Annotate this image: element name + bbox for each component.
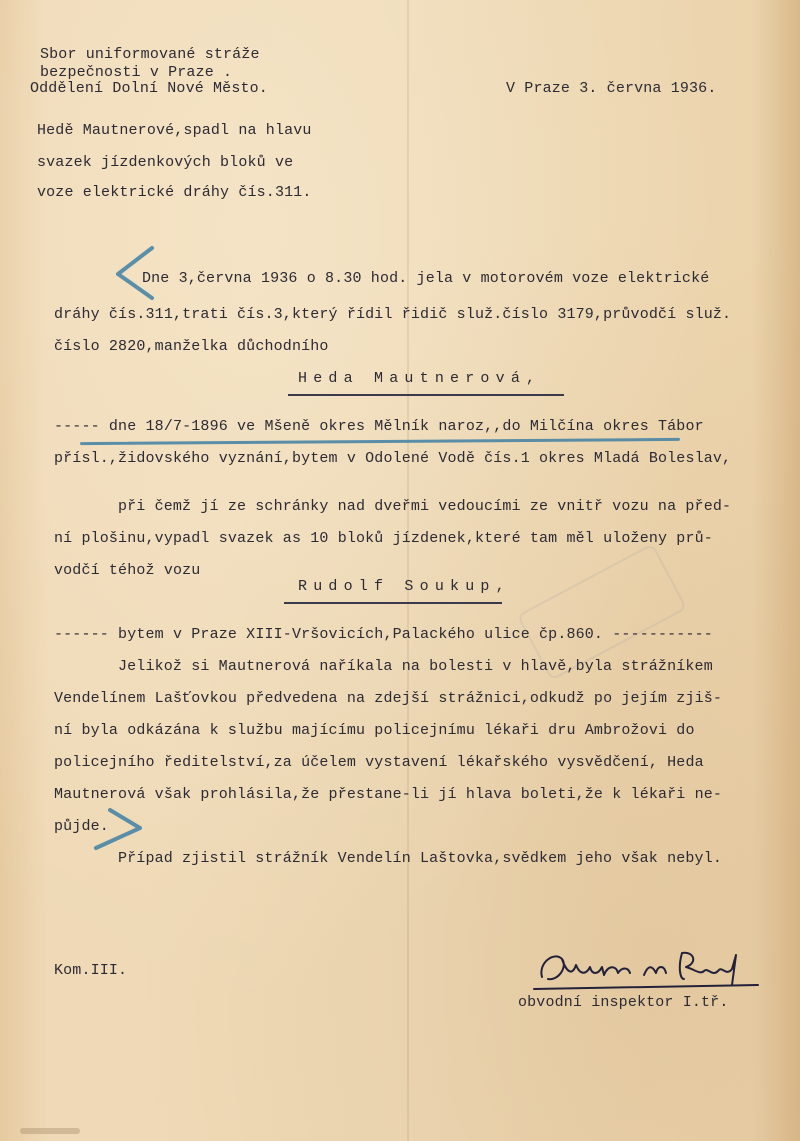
reference-code: Kom.III. (54, 962, 128, 979)
body-p5-line-6: půjde. (54, 818, 109, 835)
org-line-3: Oddělení Dolní Nové Město. (30, 80, 268, 97)
body-p3-line-1: při čemž jí ze schránky nad dveřmi vedoucími ze vnitř vozu na před- (118, 498, 732, 515)
body-p5-line-5: Mautnerová však prohlásila,že přestane-li jí hlava boleti,že k lékaři ne- (54, 786, 723, 803)
name-rudolf-soukup: Rudolf Soukup, (298, 578, 511, 595)
body-p5-line-3: ní byla odkázána k službu majícímu policejnímu lékaři dru Ambrožovi do (54, 722, 695, 739)
body-p1-line-1: Dne 3,června 1936 o 8.30 hod. jela v motorovém voze elektrické (142, 270, 710, 287)
body-p3-line-3: vodčí téhož vozu (54, 562, 201, 579)
body-p3-line-2: ní plošinu,vypadl svazek as 10 bloků jízdenek,které tam měl uloženy prů- (54, 530, 713, 547)
subject-line-3: voze elektrické dráhy čís.311. (37, 184, 312, 201)
body-p2-line-1: ----- dne 18/7-1896 ve Mšeně okres Mělník naroz,,do Milčína okres Tábor (54, 418, 704, 435)
place-date: V Praze 3. června 1936. (506, 80, 717, 97)
org-line-1: Sbor uniformované stráže (40, 46, 260, 63)
body-p1-line-2: dráhy čís.311,trati čís.3,který řídil řidič služ.číslo 3179,průvodčí služ. (54, 306, 732, 323)
subject-line-1: Hedě Mautnerové,spadl na hlavu (37, 122, 312, 139)
fold-crease (407, 0, 409, 1141)
name1-underline (288, 394, 564, 396)
blue-pencil-underline (80, 438, 680, 445)
body-p5-line-4: policejního ředitelství,za účelem vystavení lékařského vysvědčení, Heda (54, 754, 704, 771)
body-p1-line-3: číslo 2820,manželka důchodního (54, 338, 329, 355)
name-heda-mautnerova: Heda Mautnerová, (298, 370, 542, 387)
body-p4-line-1: ------ bytem v Praze XIII-Vršovicích,Palackého ulice čp.860. ----------- (54, 626, 713, 643)
handwritten-signature (532, 945, 762, 1000)
org-line-2: bezpečnosti v Praze . (40, 64, 233, 81)
body-p2-line-2: přísl.,židovského vyznání,bytem v Odolené Vodě čís.1 okres Mladá Boleslav, (54, 450, 732, 467)
paper-edge-mark (20, 1128, 80, 1134)
subject-line-2: svazek jízdenkových bloků ve (37, 154, 294, 171)
name2-underline (284, 602, 502, 604)
body-p6-line-1: Případ zjistil strážník Vendelín Laštovka,svědkem jeho však nebyl. (118, 850, 722, 867)
body-p5-line-1: Jelikož si Mautnerová naříkala na bolesti v hlavě,byla strážníkem (118, 658, 713, 675)
signer-title: obvodní inspektor I.tř. (518, 994, 729, 1011)
body-p5-line-2: Vendelínem Lašťovkou předvedena na zdejší strážnici,odkudž po jejím zjiš- (54, 690, 723, 707)
